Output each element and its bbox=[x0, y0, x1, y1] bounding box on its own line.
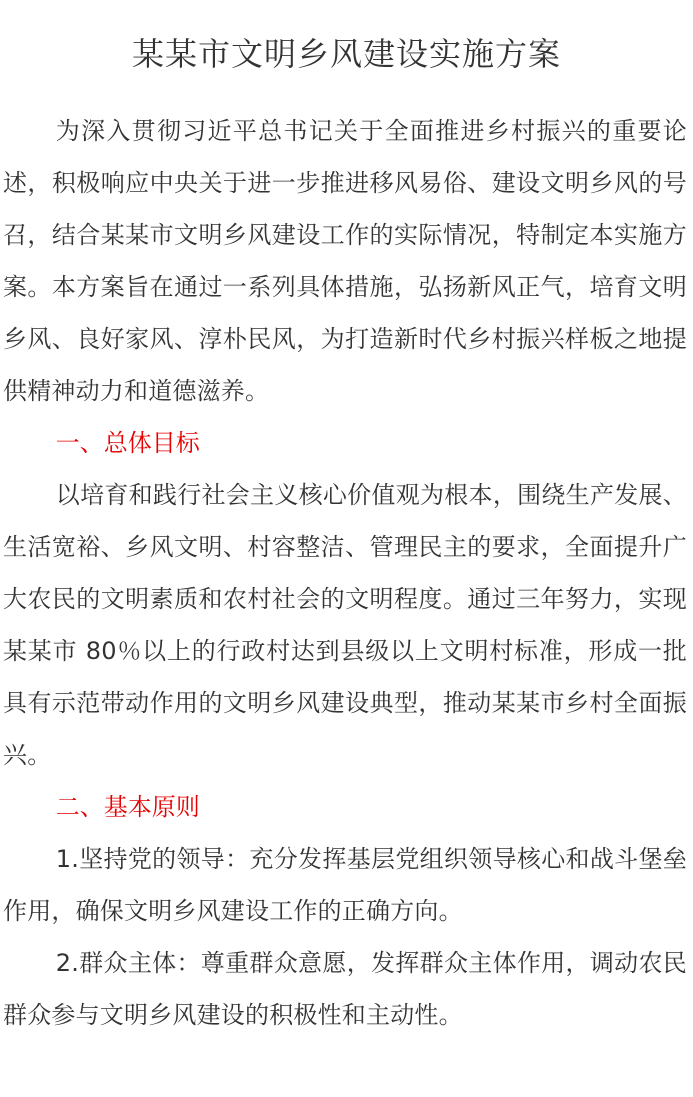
section-heading-basic-principles: 二、基本原则 bbox=[55, 793, 200, 821]
section-heading-overall-goals: 一、总体目标 bbox=[55, 429, 200, 457]
principle-item-mass-subject: 2.群众主体：尊重群众意愿，发挥群众主体作用，调动农民群众参与文明乡风建设的积极性和主动性。 bbox=[3, 949, 687, 1029]
intro-paragraph: 为深入贯彻习近平总书记关于全面推进乡村振兴的重要论述，积极响应中央关于进一步推进移风易俗、建设文明乡风的号召，结合某某市文明乡风建设工作的实际情况，特制定本实施方案。本方案旨在通过一系列具体措施，弘扬新风正气，培育文明乡风、良好家风、淳朴民风，为打造新时代乡村振兴样板之地提供精神动力和道德滋养。 bbox=[3, 117, 687, 405]
overall-goals-paragraph: 以培育和践行社会主义核心价值观为根本，围绕生产发展、生活宽裕、乡风文明、村容整洁、管理民主的要求，全面提升广大农民的文明素质和农村社会的文明程度。通过三年努力，实现某某市 80％以上的行政村达到县级以上文明村标准，形成一批具有示范带动作用的文明乡风建设典型，推动某某市乡村全面振兴。 bbox=[3, 481, 687, 769]
document-body bbox=[3, 105, 687, 1041]
page-title: 某某市文明乡风建设实施方案 bbox=[131, 35, 561, 73]
principle-item-party-leadership: 1.坚持党的领导：充分发挥基层党组织领导核心和战斗堡垒作用，确保文明乡风建设工作的正确方向。 bbox=[3, 845, 687, 925]
